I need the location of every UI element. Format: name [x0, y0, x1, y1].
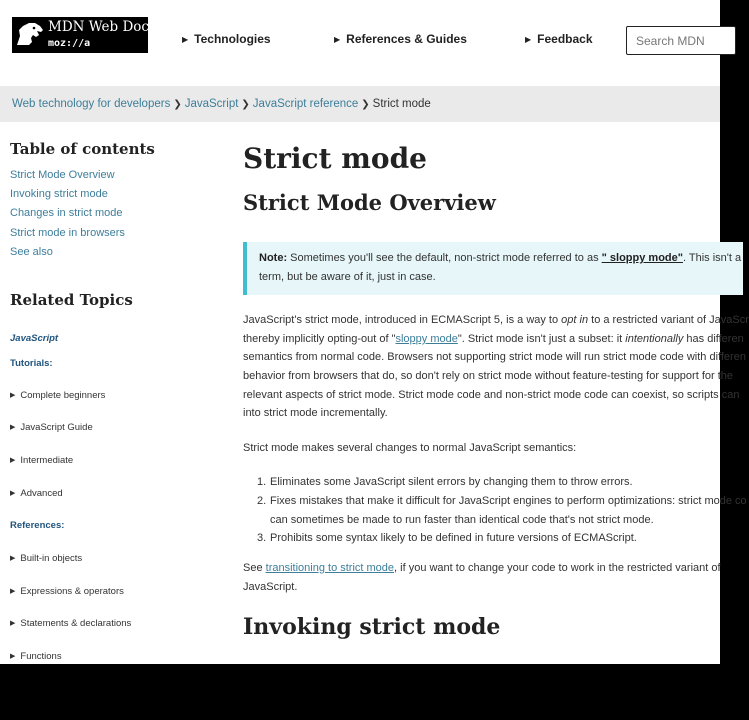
- sidebar-item-label: Functions: [20, 651, 62, 662]
- caret-right-icon: ▶: [182, 35, 189, 44]
- breadcrumb-current: Strict mode: [372, 98, 431, 110]
- sidebar-item-statements-declarations[interactable]: [10, 618, 131, 629]
- paragraph-intro-line: relevant aspects of strict mode. Strict mode code and non-strict mode code can coexist, so scripts can: [243, 389, 740, 401]
- list-number: 1.: [257, 476, 267, 488]
- sidebar-item-javascript-guide[interactable]: [10, 422, 93, 433]
- sidebar-item-label: Advanced: [20, 488, 63, 499]
- transitioning-link[interactable]: transitioning to strict mode: [265, 562, 395, 574]
- paragraph-intro-line: behavior from browsers that do, so don't rely on strict mode without feature-testing for support for the: [243, 370, 734, 382]
- text: JavaScript's strict mode, introduced in ECMAScript 5, is a way to: [243, 314, 562, 326]
- toc-link-overview[interactable]: Strict Mode Overview: [10, 169, 115, 181]
- main-content: [243, 122, 749, 664]
- nav-technologies[interactable]: [182, 32, 271, 46]
- toc-link-see-also[interactable]: See also: [10, 246, 53, 258]
- text: has differen: [683, 333, 744, 345]
- list-text: Prohibits some syntax likely to be defined in future versions of ECMAScript.: [270, 532, 637, 544]
- heading-invoking-strict-mode: Invoking strict mode: [243, 614, 501, 640]
- related-javascript-link[interactable]: JavaScript: [10, 333, 59, 344]
- mdn-logo[interactable]: [12, 17, 156, 53]
- sloppy-mode-inline-link[interactable]: sloppy mode: [395, 333, 458, 345]
- logo-title: MDN Web Docs: [48, 19, 156, 35]
- sidebar-item-built-in-objects[interactable]: [10, 553, 82, 564]
- heading-strict-mode-overview: Strict Mode Overview: [243, 190, 496, 215]
- sidebar-item-label: Built-in objects: [20, 553, 83, 564]
- text: ". Strict mode isn't just a subset: it: [457, 333, 626, 345]
- sidebar-item-label: JavaScript Guide: [20, 422, 93, 433]
- text: See: [243, 562, 266, 574]
- nav-label: Technologies: [194, 32, 271, 46]
- caret-right-icon: ▶: [10, 490, 16, 497]
- toc-link-invoking[interactable]: Invoking strict mode: [10, 188, 108, 200]
- paragraph-see-line-2: JavaScript.: [243, 581, 298, 593]
- caret-right-icon: ▶: [10, 588, 16, 595]
- note-label: Note:: [259, 252, 288, 264]
- nav-label: References & Guides: [346, 32, 467, 46]
- caret-right-icon: ▶: [10, 555, 16, 562]
- list-item: [257, 476, 633, 488]
- text-italic: opt in: [561, 314, 589, 326]
- breadcrumb: [0, 86, 720, 122]
- sloppy-mode-link[interactable]: " sloppy mode": [601, 252, 683, 264]
- paragraph-intro-line: [243, 333, 744, 346]
- list-item-continuation: can sometimes be made to run faster than identical code that's not strict mode.: [270, 514, 654, 526]
- dinosaur-icon: [14, 18, 46, 50]
- sidebar-item-expressions-operators[interactable]: [10, 586, 124, 597]
- caret-right-icon: ▶: [10, 424, 16, 431]
- related-topics-title: Related Topics: [10, 291, 133, 309]
- mozilla-wordmark: moz://a: [48, 38, 91, 49]
- site-header: [0, 0, 720, 86]
- nav-label: Feedback: [537, 32, 593, 46]
- note-line-2: term, but be aware of it, just in case.: [259, 271, 436, 283]
- sidebar: [0, 122, 220, 664]
- tutorials-heading: Tutorials:: [10, 358, 53, 369]
- list-number: 2.: [257, 495, 267, 507]
- paragraph-intro-line: semantics from normal code. Browsers not supporting strict mode will run strict mode code with differen: [243, 351, 746, 363]
- paragraph-changes: Strict mode makes several changes to normal JavaScript semantics:: [243, 442, 577, 454]
- text-italic: intentionally: [625, 333, 684, 345]
- sidebar-item-label: Expressions & operators: [20, 586, 124, 597]
- paragraph-intro-line: [243, 314, 749, 327]
- list-number: 3.: [257, 532, 267, 544]
- caret-right-icon: ▶: [10, 620, 16, 627]
- breadcrumb-javascript-reference[interactable]: JavaScript reference: [252, 98, 359, 110]
- caret-right-icon: ▶: [334, 35, 341, 44]
- toc-link-browsers[interactable]: Strict mode in browsers: [10, 227, 125, 239]
- toc-link-changes[interactable]: Changes in strict mode: [10, 207, 123, 219]
- chevron-right-icon: ❯: [173, 99, 182, 110]
- paragraph-intro-line: into strict mode incrementally.: [243, 407, 388, 419]
- sidebar-item-label: Intermediate: [20, 455, 74, 466]
- references-heading: References:: [10, 520, 65, 531]
- paragraph-see: [243, 562, 721, 575]
- note-box: [243, 242, 743, 295]
- sidebar-item-label: Complete beginners: [20, 390, 106, 401]
- list-text: Fixes mistakes that make it difficult for JavaScript engines to perform optimizations: strict mode co: [270, 495, 747, 507]
- list-item: [257, 532, 637, 544]
- nav-references-guides[interactable]: [334, 32, 467, 46]
- caret-right-icon: ▶: [10, 457, 16, 464]
- text: , if you want to change your code to work in the restricted variant of: [394, 562, 721, 574]
- chevron-right-icon: ❯: [241, 99, 250, 110]
- breadcrumb-javascript[interactable]: JavaScript: [184, 98, 239, 110]
- breadcrumb-web-technology[interactable]: Web technology for developers: [12, 98, 171, 110]
- text: thereby implicitly opting-out of ": [243, 333, 396, 345]
- list-text: Eliminates some JavaScript silent errors by changing them to throw errors.: [270, 476, 633, 488]
- chevron-right-icon: ❯: [361, 99, 370, 110]
- search-input[interactable]: [626, 26, 736, 55]
- list-item: [257, 495, 747, 507]
- note-text-end: . This isn't a: [682, 252, 742, 264]
- page-title: Strict mode: [243, 142, 427, 175]
- sidebar-item-advanced[interactable]: [10, 488, 63, 499]
- caret-right-icon: ▶: [10, 392, 16, 399]
- note-text: Sometimes you'll see the default, non-strict mode referred to as: [287, 252, 602, 264]
- nav-feedback[interactable]: [525, 32, 593, 46]
- sidebar-item-label: Statements & declarations: [20, 618, 132, 629]
- caret-right-icon: ▶: [525, 35, 532, 44]
- sidebar-item-intermediate[interactable]: [10, 455, 73, 466]
- sidebar-item-functions[interactable]: [10, 651, 62, 662]
- text: to a restricted variant of JavaScr: [588, 314, 749, 326]
- note-line-1: [259, 252, 741, 264]
- sidebar-item-complete-beginners[interactable]: [10, 390, 105, 401]
- toc-title: Table of contents: [10, 140, 155, 158]
- caret-right-icon: ▶: [10, 653, 16, 660]
